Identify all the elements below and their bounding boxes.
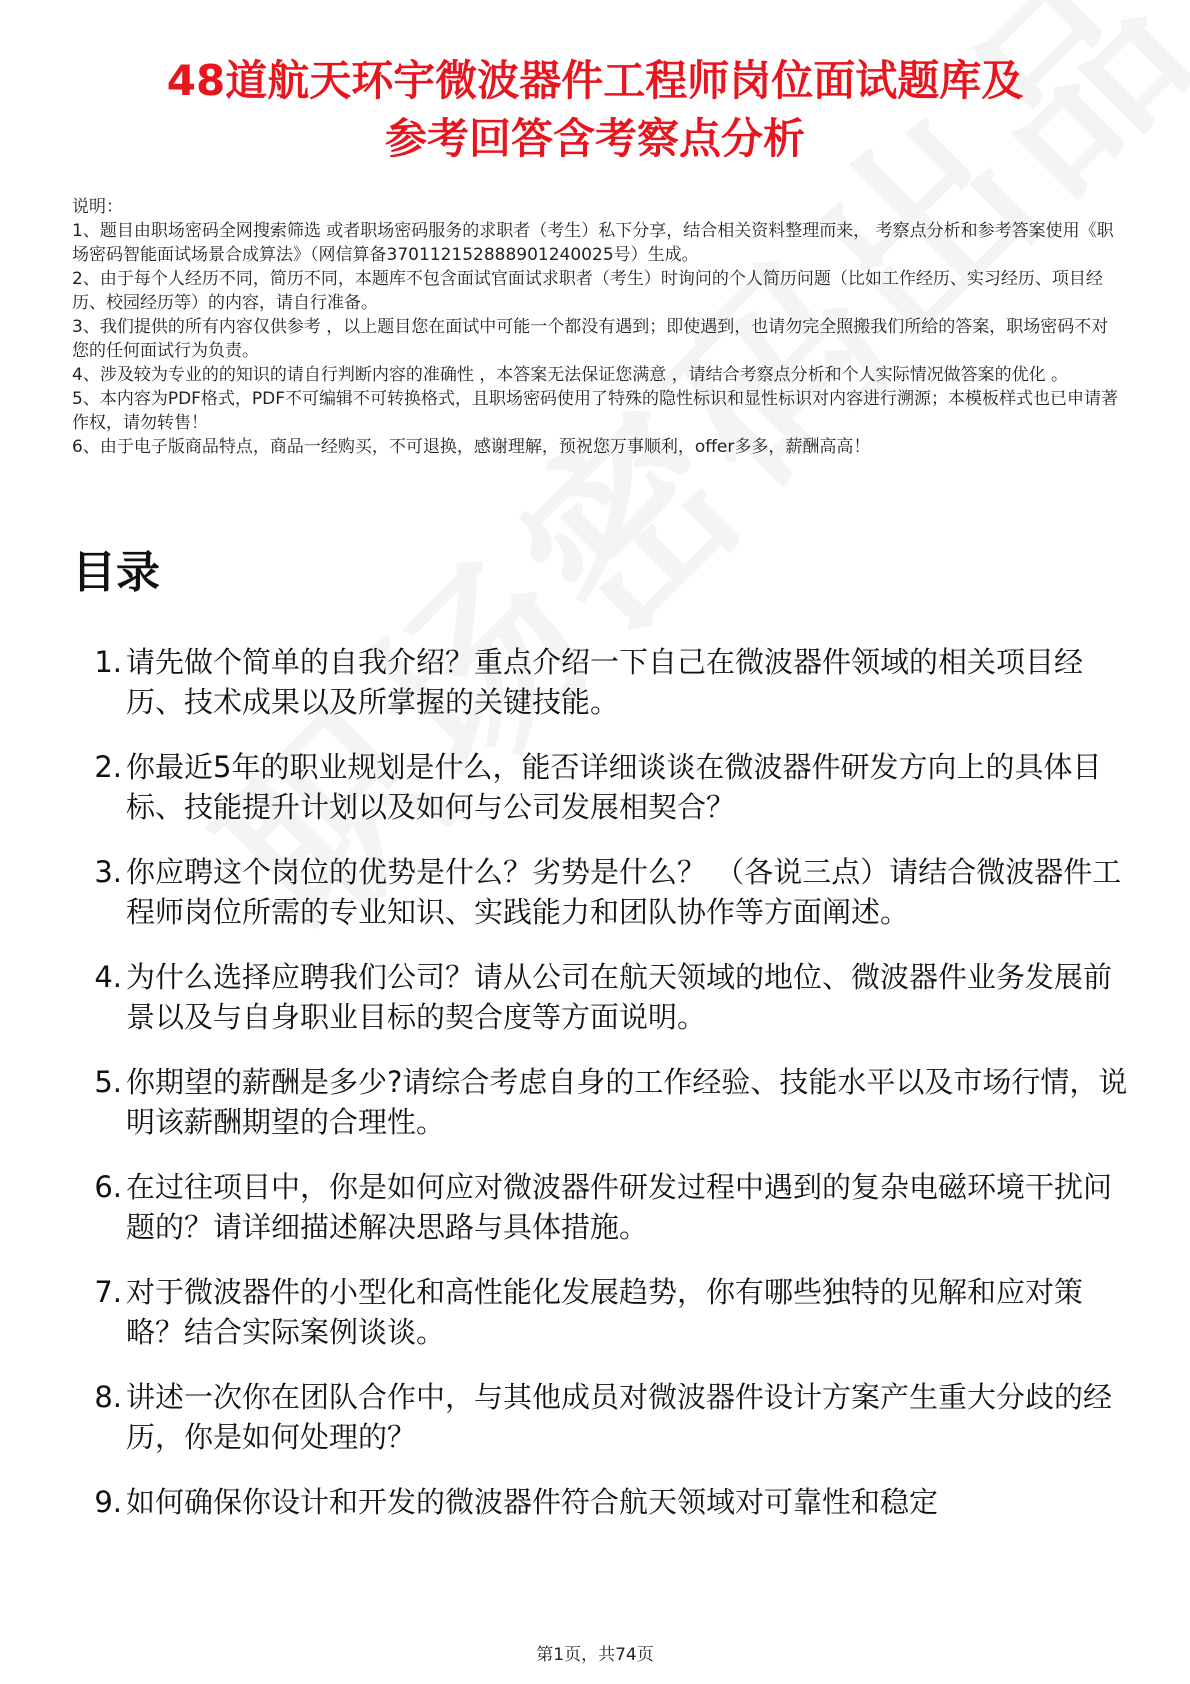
toc-list (72, 642, 1132, 1547)
note-item-1: 1、题目由职场密码全网搜索筛选 或者职场密码服务的求职者（考生）私下分享，结合相关资料整理而来， 考察点分析和参考答案使用《职场密码智能面试场景合成算法》（网信算备370112152888901240025号）生成。 (72, 221, 1114, 265)
toc-item-number: 7. (94, 1275, 122, 1309)
toc-item-4[interactable] (72, 957, 1132, 1037)
toc-item-text: 如何确保你设计和开发的微波器件符合航天领域对可靠性和稳定 (126, 1485, 939, 1519)
toc-item-text: 在过往项目中，你是如何应对微波器件研发过程中遇到的复杂电磁环境干扰问题的？请详细描述解决思路与具体措施。 (126, 1170, 1113, 1244)
notes-heading: 说明： (72, 197, 123, 217)
toc-item-number: 4. (94, 960, 122, 994)
title-line-1: 48道航天环宇微波器件工程师岗位面试题库及 (166, 56, 1024, 105)
toc-item-5[interactable] (72, 1062, 1132, 1142)
toc-item-2[interactable] (72, 747, 1132, 827)
note-item-6: 6、由于电子版商品特点，商品一经购买，不可退换，感谢理解，预祝您万事顺利，offer多多，薪酬高高！ (72, 437, 871, 457)
toc-item-number: 1. (94, 645, 122, 679)
toc-item-number: 9. (94, 1485, 122, 1519)
title-line-2: 参考回答含考察点分析 (384, 114, 805, 163)
note-item-2: 2、由于每个人经历不同，简历不同，本题库不包含面试官面试求职者（考生）时询问的个人简历问题（比如工作经历、实习经历、项目经历、校园经历等）的内容，请自行准备。 (72, 269, 1103, 313)
toc-item-number: 5. (94, 1065, 122, 1099)
toc-item-text: 讲述一次你在团队合作中，与其他成员对微波器件设计方案产生重大分歧的经历，你是如何处理的？ (126, 1380, 1113, 1454)
toc-item-6[interactable] (72, 1167, 1132, 1247)
notes-section (72, 195, 1122, 459)
toc-item-text: 请先做个简单的自我介绍？重点介绍一下自己在微波器件领域的相关项目经历、技术成果以及所掌握的关键技能。 (126, 645, 1084, 719)
toc-item-7[interactable] (72, 1272, 1132, 1352)
toc-heading: 目录 (72, 547, 160, 598)
toc-item-1[interactable] (72, 642, 1132, 722)
page-footer: 第1页，共74页 (536, 1645, 654, 1665)
note-item-3: 3、我们提供的所有内容仅供参考 ，以上题目您在面试中可能一个都没有遇到；即使遇到，也请勿完全照搬我们所给的答案，职场密码不对您的任何面试行为负责。 (72, 317, 1109, 361)
toc-item-text: 你最近5年的职业规划是什么，能否详细谈谈在微波器件研发方向上的具体目标、技能提升计划以及如何与公司发展相契合？ (126, 750, 1102, 824)
toc-item-text: 你应聘这个岗位的优势是什么？劣势是什么？ （各说三点）请结合微波器件工程师岗位所需的专业知识、实践能力和团队协作等方面阐述。 (126, 855, 1122, 929)
toc-item-number: 3. (94, 855, 122, 889)
toc-item-3[interactable] (72, 852, 1132, 932)
toc-item-number: 8. (94, 1380, 122, 1414)
toc-item-9[interactable] (72, 1482, 1132, 1522)
toc-item-text: 你期望的薪酬是多少?请综合考虑自身的工作经验、技能水平以及市场行情，说明该薪酬期望的合理性。 (126, 1065, 1128, 1139)
toc-item-text: 为什么选择应聘我们公司？请从公司在航天领域的地位、微波器件业务发展前景以及与自身职业目标的契合度等方面说明。 (126, 960, 1113, 1034)
page-title (60, 52, 1130, 168)
toc-item-number: 2. (94, 750, 122, 784)
note-item-4: 4、涉及较为专业的的知识的请自行判断内容的准确性 ，本答案无法保证您满意 ，请结合考察点分析和个人实际情况做答案的优化 。 (72, 365, 1069, 385)
note-item-5: 5、本内容为PDF格式，PDF不可编辑不可转换格式，且职场密码使用了特殊的隐性标识和显性标识对内容进行溯源；本模板样式也已申请著作权，请勿转售！ (72, 389, 1119, 433)
toc-item-number: 6. (94, 1170, 122, 1204)
toc-item-text: 对于微波器件的小型化和高性能化发展趋势，你有哪些独特的见解和应对策略？结合实际案例谈谈。 (126, 1275, 1084, 1349)
toc-item-8[interactable] (72, 1377, 1132, 1457)
